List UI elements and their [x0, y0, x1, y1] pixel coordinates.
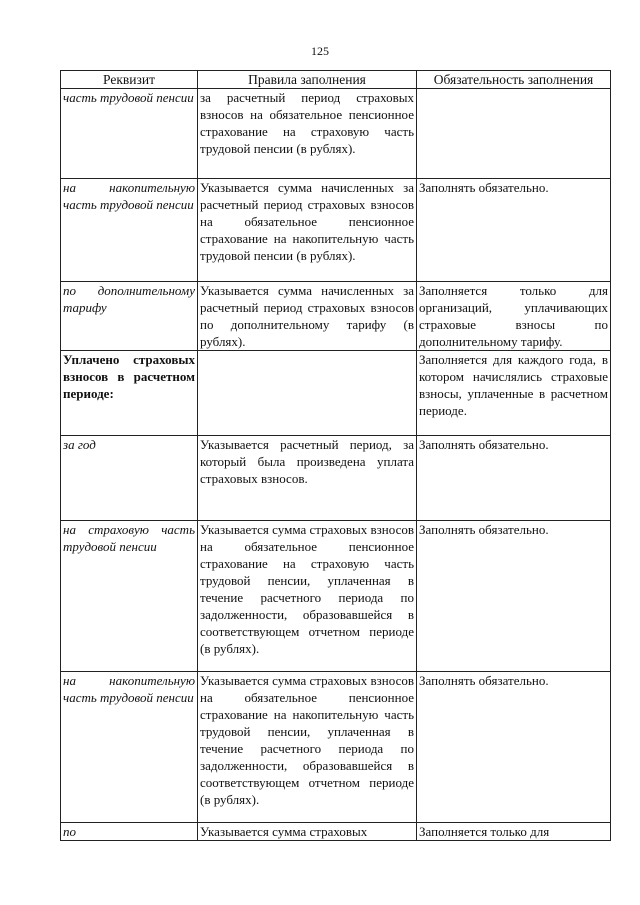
- table-row: [61, 179, 611, 282]
- requisite-cell: на страховую часть трудовой пенсии: [61, 521, 198, 672]
- requisite-cell: по дополнительному тарифу: [61, 282, 198, 351]
- table-row: [61, 436, 611, 521]
- obligation-cell: Заполнять обязательно.: [417, 672, 611, 823]
- rule-cell: Указывается сумма начисленных за расчетный период страховых взносов на обязательное пенсионное страхование на накопительную часть трудовой пенсии (в рублях).: [198, 179, 417, 282]
- rule-cell: [198, 351, 417, 436]
- requisites-table: [60, 70, 611, 841]
- requisite-cell: за год: [61, 436, 198, 521]
- requisite-cell: часть трудовой пенсии: [61, 89, 198, 179]
- requisite-cell: по: [61, 823, 198, 841]
- rule-cell: Указывается расчетный период, за который была произведена уплата страховых взносов.: [198, 436, 417, 521]
- page-bottom-margin: [0, 857, 640, 905]
- requisite-cell: Уплачено страховых взносов в расчетном периоде:: [61, 351, 198, 436]
- header-requisite: Реквизит: [61, 71, 198, 89]
- obligation-cell: Заполнять обязательно.: [417, 179, 611, 282]
- table-row: [61, 89, 611, 179]
- table-row: [61, 521, 611, 672]
- requisite-cell: на накопительную часть трудовой пенсии: [61, 672, 198, 823]
- rule-cell: Указывается сумма страховых взносов на обязательное пенсионное страхование на страховую часть трудовой пенсии, уплаченная в течение расчетного периода по задолженности, образовавшейся в соответствующем отчетном периоде (в рублях).: [198, 521, 417, 672]
- header-rules: Правила заполнения: [198, 71, 417, 89]
- obligation-cell: Заполнять обязательно.: [417, 436, 611, 521]
- obligation-cell: Заполняется только для: [417, 823, 611, 841]
- table-row: [61, 823, 611, 841]
- page-number: 125: [311, 44, 329, 58]
- table-row: [61, 282, 611, 351]
- header-obligation: Обязательность заполнения: [417, 71, 611, 89]
- rule-cell: Указывается сумма страховых взносов на обязательное пенсионное страхование на накопительную часть трудовой пенсии, уплаченная в течение расчетного периода по задолженности, образовавшейся в соответствующем отчетном периоде (в рублях).: [198, 672, 417, 823]
- rule-cell: Указывается сумма начисленных за расчетный период страховых взносов по дополнительному тарифу (в рублях).: [198, 282, 417, 351]
- obligation-cell: Заполнять обязательно.: [417, 521, 611, 672]
- requisite-cell: на накопительную часть трудовой пенсии: [61, 179, 198, 282]
- obligation-cell: Заполняется только для организаций, уплачивающих страховые взносы по дополнительному тарифу.: [417, 282, 611, 351]
- rule-cell: Указывается сумма страховых: [198, 823, 417, 841]
- table-row: [61, 672, 611, 823]
- table-row: [61, 351, 611, 436]
- rule-cell: за расчетный период страховых взносов на обязательное пенсионное страхование на страховую часть трудовой пенсии (в рублях).: [198, 89, 417, 179]
- obligation-cell: [417, 89, 611, 179]
- obligation-cell: Заполняется для каждого года, в котором начислялись страховые взносы, уплаченные в расчетном периоде.: [417, 351, 611, 436]
- table-header-row: [61, 71, 611, 89]
